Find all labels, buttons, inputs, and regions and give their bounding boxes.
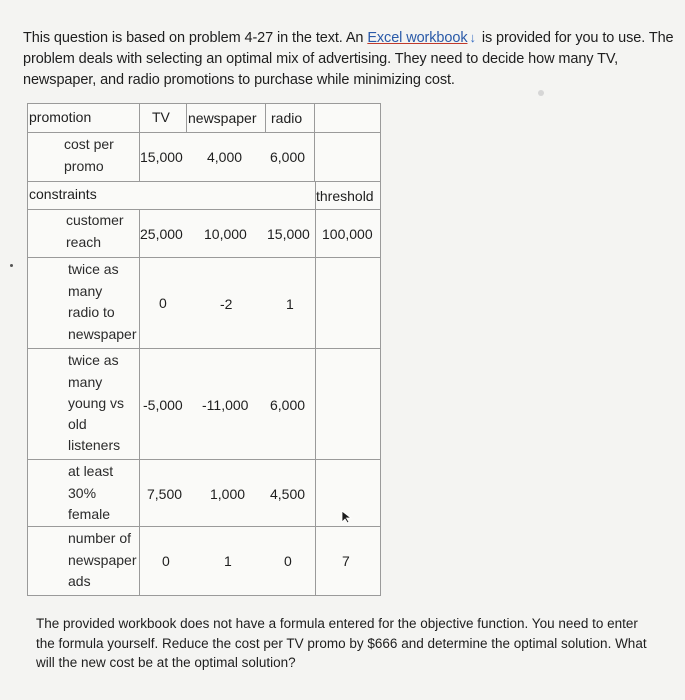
young-old-newspaper: -11,000 (202, 397, 249, 413)
stray-dot (10, 264, 13, 267)
question-intro (23, 27, 679, 91)
young-old-radio: 6,000 (270, 397, 306, 413)
row-label-line: listeners (68, 437, 121, 453)
row-label-line: twice as (68, 352, 119, 368)
row-label-line: ads (68, 573, 91, 589)
young-old-tv: -5,000 (143, 397, 183, 413)
mouse-pointer-icon (341, 510, 353, 524)
intro-text-end: is provided for you to use. The problem deals with selecting an optimal mix of advertising. They need to decide how many TV, newspaper, and radio promotions to purchase while minimizing cost. (23, 30, 674, 88)
row-label-line: customer (66, 212, 124, 228)
cost-tv: 15,000 (140, 149, 183, 165)
question-footer: The provided workbook does not have a formula entered for the objective function. You need to enter the formula yourself. Reduce the cost per TV promo by $666 and determine the optimal solution. What will the new cost be at the optimal solution? (36, 616, 647, 670)
row-label-line: many (68, 283, 103, 299)
row-label-line: reach (66, 234, 102, 250)
row-label-line: number of (68, 530, 132, 546)
news-ads-tv: 0 (162, 553, 170, 569)
row-label-line: newspaper (68, 326, 137, 342)
female-tv: 7,500 (147, 486, 183, 502)
row-label-line: many (68, 374, 103, 390)
threshold-label: threshold (316, 188, 374, 204)
radio-ratio-tv: 0 (159, 295, 167, 311)
female-newspaper: 1,000 (210, 486, 246, 502)
cost-newspaper: 4,000 (207, 149, 243, 165)
intro-text-start: This question is based on problem 4-27 in the text. An (23, 30, 368, 46)
reach-radio: 15,000 (267, 226, 310, 242)
row-label-line: newspaper (68, 552, 137, 568)
radio-ratio-radio: 1 (286, 296, 294, 312)
row-label-line: at least (68, 463, 114, 479)
cost-label-line1: cost per (64, 136, 114, 152)
reach-threshold: 100,000 (322, 226, 373, 242)
download-arrow-icon[interactable]: ↓ (469, 30, 476, 45)
header-radio: radio (271, 110, 303, 126)
radio-ratio-newspaper: -2 (220, 296, 233, 312)
excel-workbook-link[interactable]: Excel workbook (367, 30, 468, 46)
reach-newspaper: 10,000 (204, 226, 247, 242)
header-newspaper: newspaper (188, 110, 257, 126)
screen-smudge (538, 90, 544, 96)
news-ads-threshold: 7 (342, 553, 350, 569)
row-label-line: female (68, 506, 111, 522)
constraints-table (27, 103, 381, 596)
row-label-line: 30% (68, 485, 97, 501)
female-radio: 4,500 (270, 486, 306, 502)
header-tv: TV (152, 109, 170, 125)
row-label-line: twice as (68, 261, 119, 277)
row-label-line: young vs (68, 395, 125, 411)
header-promotion: promotion (29, 109, 92, 125)
news-ads-newspaper: 1 (224, 553, 232, 569)
cost-radio: 6,000 (270, 149, 306, 165)
news-ads-radio: 0 (284, 553, 292, 569)
constraints-label: constraints (29, 186, 97, 202)
row-label-line: radio to (68, 304, 115, 320)
reach-tv: 25,000 (140, 226, 183, 242)
row-label-line: old (68, 416, 87, 432)
cost-label-line2: promo (64, 158, 104, 174)
